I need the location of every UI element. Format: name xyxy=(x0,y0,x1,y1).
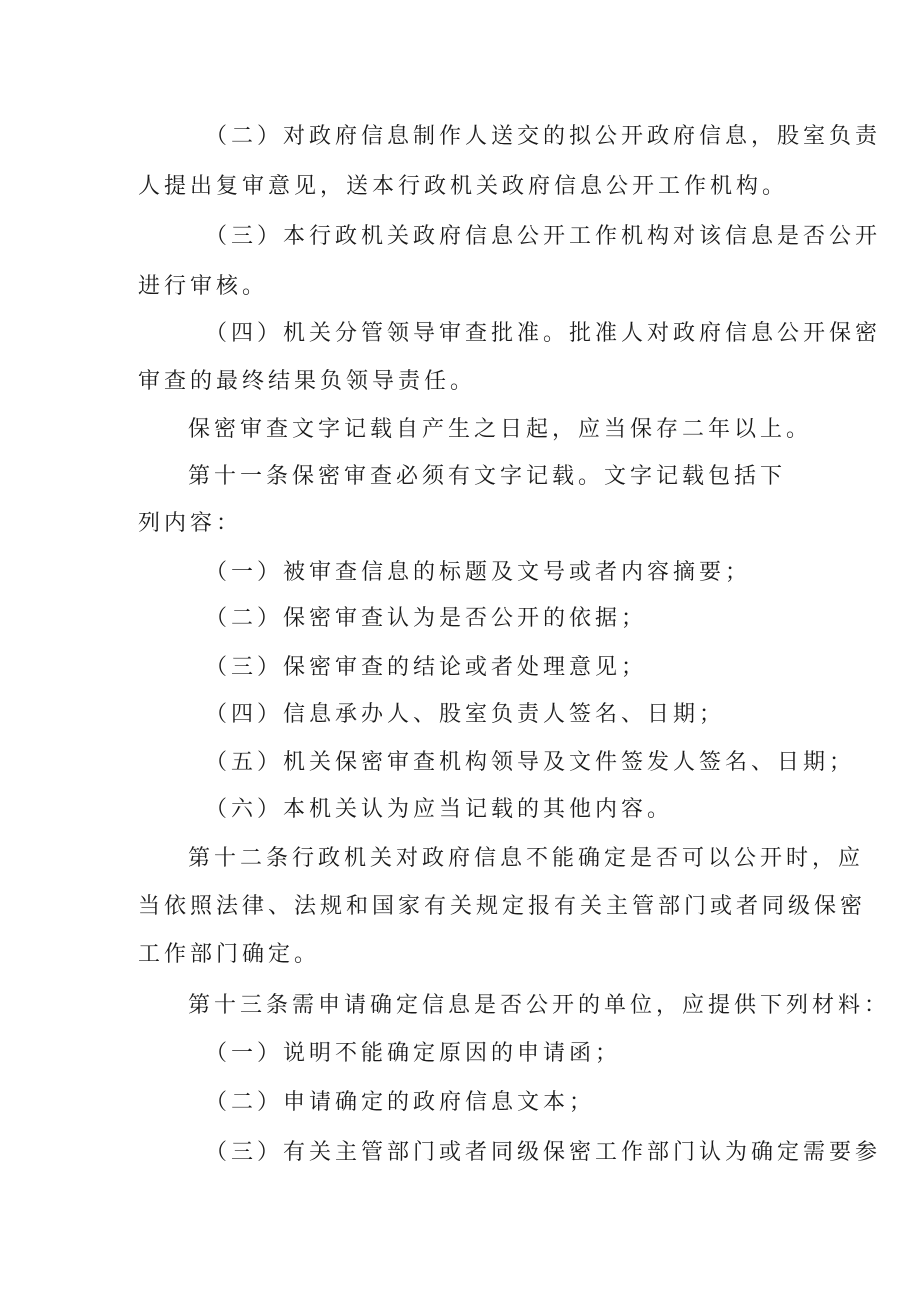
text-line: （三）保密审查的结论或者处理意见； xyxy=(205,655,648,680)
text-line: 工作部门确定。 xyxy=(138,942,321,967)
text-line: （二）对政府信息制作人送交的拟公开政府信息，股室负责 xyxy=(205,124,882,149)
text-line: 第十二条行政机关对政府信息不能确定是否可以公开时，应 xyxy=(188,846,865,871)
text-line: （六）本机关认为应当记载的其他内容。 xyxy=(205,797,674,822)
text-line: （五）机关保密审查机构领导及文件签发人签名、日期； xyxy=(205,750,856,775)
text-line: （二）申请确定的政府信息文本； xyxy=(205,1090,596,1115)
text-line: （四）信息承办人、股室负责人签名、日期； xyxy=(205,702,726,727)
text-line: 当依照法律、法规和国家有关规定报有关主管部门或者同级保密 xyxy=(138,894,867,919)
text-line: （四）机关分管领导审查批准。批准人对政府信息公开保密 xyxy=(205,321,882,346)
text-line: 人提出复审意见，送本行政机关政府信息公开工作机构。 xyxy=(138,174,789,199)
text-line: 第十一条保密审查必须有文字记载。文字记载包括下 xyxy=(188,464,787,489)
text-line: （三）有关主管部门或者同级保密工作部门认为确定需要参 xyxy=(205,1140,882,1165)
text-line: 审查的最终结果负领导责任。 xyxy=(138,369,477,394)
text-line: 第十三条需申请确定信息是否公开的单位，应提供下列材料： xyxy=(188,993,891,1018)
text-line: （二）保密审查认为是否公开的依据； xyxy=(205,606,648,631)
text-line: （一）说明不能确定原因的申请函； xyxy=(205,1041,622,1066)
text-line: （三）本行政机关政府信息公开工作机构对该信息是否公开 xyxy=(205,224,882,249)
text-line: 进行审核。 xyxy=(138,274,269,299)
text-line: 列内容： xyxy=(138,511,243,536)
text-line: 保密审查文字记载自产生之日起，应当保存二年以上。 xyxy=(188,417,813,442)
text-line: （一）被审查信息的标题及文号或者内容摘要； xyxy=(205,560,752,585)
